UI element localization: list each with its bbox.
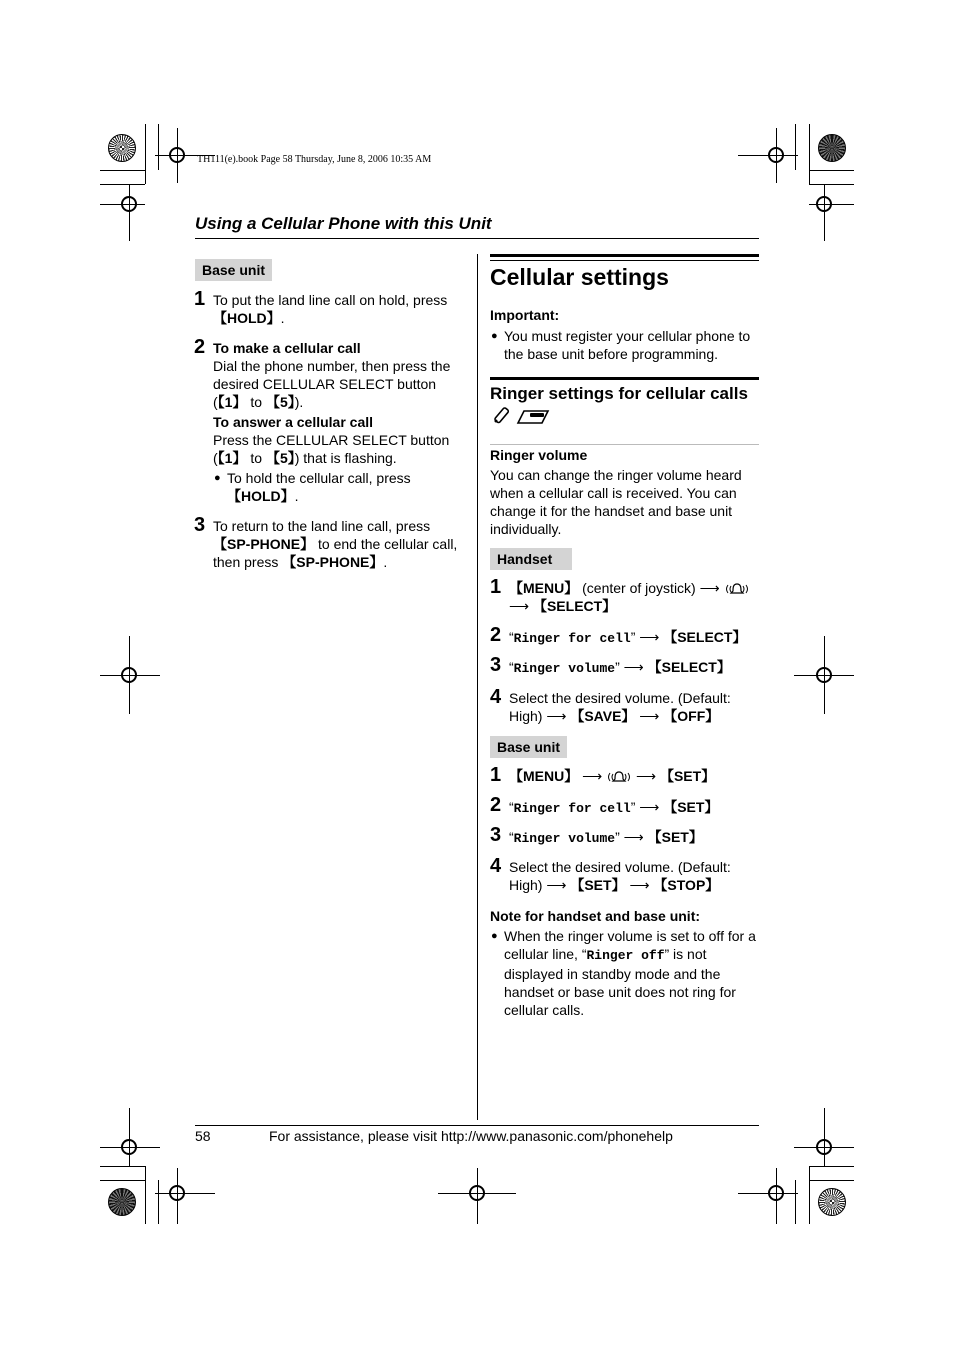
step-text: “Ringer for cell” ⟶ 【SET】: [509, 799, 719, 816]
bullet-icon: ●: [214, 472, 221, 484]
registration-rosette-icon: [108, 134, 136, 162]
step-number: 2: [490, 794, 502, 816]
book-info-line: TH111(e).book Page 58 Thursday, June 8, 2006 10:35 AM: [197, 154, 432, 165]
subtitle-rule: [490, 377, 759, 380]
step-text: Select the desired volume. (Default: High) ⟶ 【SAVE】 ⟶ 【OFF】: [509, 690, 731, 724]
bullet-text: To hold the cellular call, press 【HOLD】.: [227, 470, 411, 504]
step-number: 3: [490, 654, 502, 676]
step-number: 2: [490, 624, 502, 646]
section-header: Using a Cellular Phone with this Unit: [195, 214, 492, 233]
step-text: To make a cellular call Dial the phone number, then press the desired CELLULAR SELECT button (【1】 to 【5】).: [213, 340, 451, 410]
header-rule: [195, 238, 759, 239]
registration-cross-icon: [169, 147, 185, 163]
ringer-icon: [724, 582, 750, 596]
registration-cross-icon: [768, 1185, 784, 1201]
step-number: 2: [194, 336, 206, 358]
step-text: Select the desired volume. (Default: High) ⟶ 【SET】 ⟶ 【STOP】: [509, 859, 731, 893]
ringer-volume-title: Ringer volume: [490, 447, 588, 463]
important-label: Important:: [490, 307, 560, 323]
step-number: 1: [490, 576, 502, 598]
step-text: “Ringer volume” ⟶ 【SELECT】: [509, 659, 731, 676]
registration-cross-icon: [816, 1139, 832, 1155]
note-text: When the ringer volume is set to off for a cellular line, “Ringer off” is not displayed in standby mode and the handset or base unit does not ring for cellular calls.: [504, 928, 756, 1018]
registration-rosette-icon: [818, 1188, 846, 1216]
step-text: “Ringer volume” ⟶ 【SET】: [509, 829, 703, 846]
step-number: 3: [194, 514, 206, 536]
column-divider: [477, 254, 478, 1120]
step-number: 3: [490, 824, 502, 846]
footer-assist: For assistance, please visit http://www.panasonic.com/phonehelp: [269, 1128, 673, 1144]
ringer-icon: [606, 770, 632, 784]
page-number: 58: [195, 1128, 211, 1144]
step-number: 1: [490, 764, 502, 786]
answer-block: To answer a cellular call Press the CELLULAR SELECT button (【1】 to 【5】) that is flashing.: [213, 414, 450, 466]
registration-cross-icon: [469, 1185, 485, 1201]
tab-handset: Handset: [490, 548, 572, 570]
handset-base-icons: [490, 406, 550, 426]
registration-cross-icon: [816, 196, 832, 212]
registration-cross-icon: [121, 1139, 137, 1155]
registration-cross-icon: [816, 667, 832, 683]
registration-cross-icon: [169, 1185, 185, 1201]
registration-cross-icon: [121, 667, 137, 683]
step-text: 【MENU】 ⟶ ⟶ 【SET】: [509, 768, 716, 784]
page-title: Cellular settings: [490, 264, 669, 290]
step-number: 4: [490, 855, 502, 877]
ringer-volume-text: You can change the ringer volume heard when a cellular call is received. You can change it for the handset and base unit individually.: [490, 467, 742, 537]
handset-icon: [490, 406, 512, 426]
step-number: 4: [490, 686, 502, 708]
bullet-icon: ●: [491, 330, 498, 342]
registration-rosette-icon: [108, 1188, 136, 1216]
step-text: 【MENU】 (center of joystick) ⟶ ⟶ 【SELECT】: [509, 579, 750, 615]
bullet-icon: ●: [491, 930, 498, 942]
subtitle-rule-thin: [490, 444, 759, 445]
tab-base-unit-right: Base unit: [490, 736, 567, 758]
registration-rosette-icon: [818, 134, 846, 162]
subtitle: Ringer settings for cellular calls: [490, 384, 748, 403]
step-text: To put the land line call on hold, press 【HOLD】.: [213, 292, 448, 326]
note-title: Note for handset and base unit:: [490, 908, 701, 924]
step-number: 1: [194, 288, 206, 310]
important-text: You must register your cellular phone to the base unit before programming.: [504, 328, 751, 362]
step-text: “Ringer for cell” ⟶ 【SELECT】: [509, 629, 747, 646]
step-text: To return to the land line call, press 【SP-PHONE】 to end the cellular call, then press 【SP-PHONE】.: [213, 518, 458, 570]
registration-cross-icon: [121, 196, 137, 212]
tab-base-unit-left: Base unit: [195, 259, 272, 281]
title-rule-thin: [490, 260, 759, 261]
base-unit-icon: [516, 406, 550, 426]
title-rule-thick: [490, 254, 759, 257]
registration-cross-icon: [768, 147, 784, 163]
footer-rule: [195, 1125, 759, 1126]
